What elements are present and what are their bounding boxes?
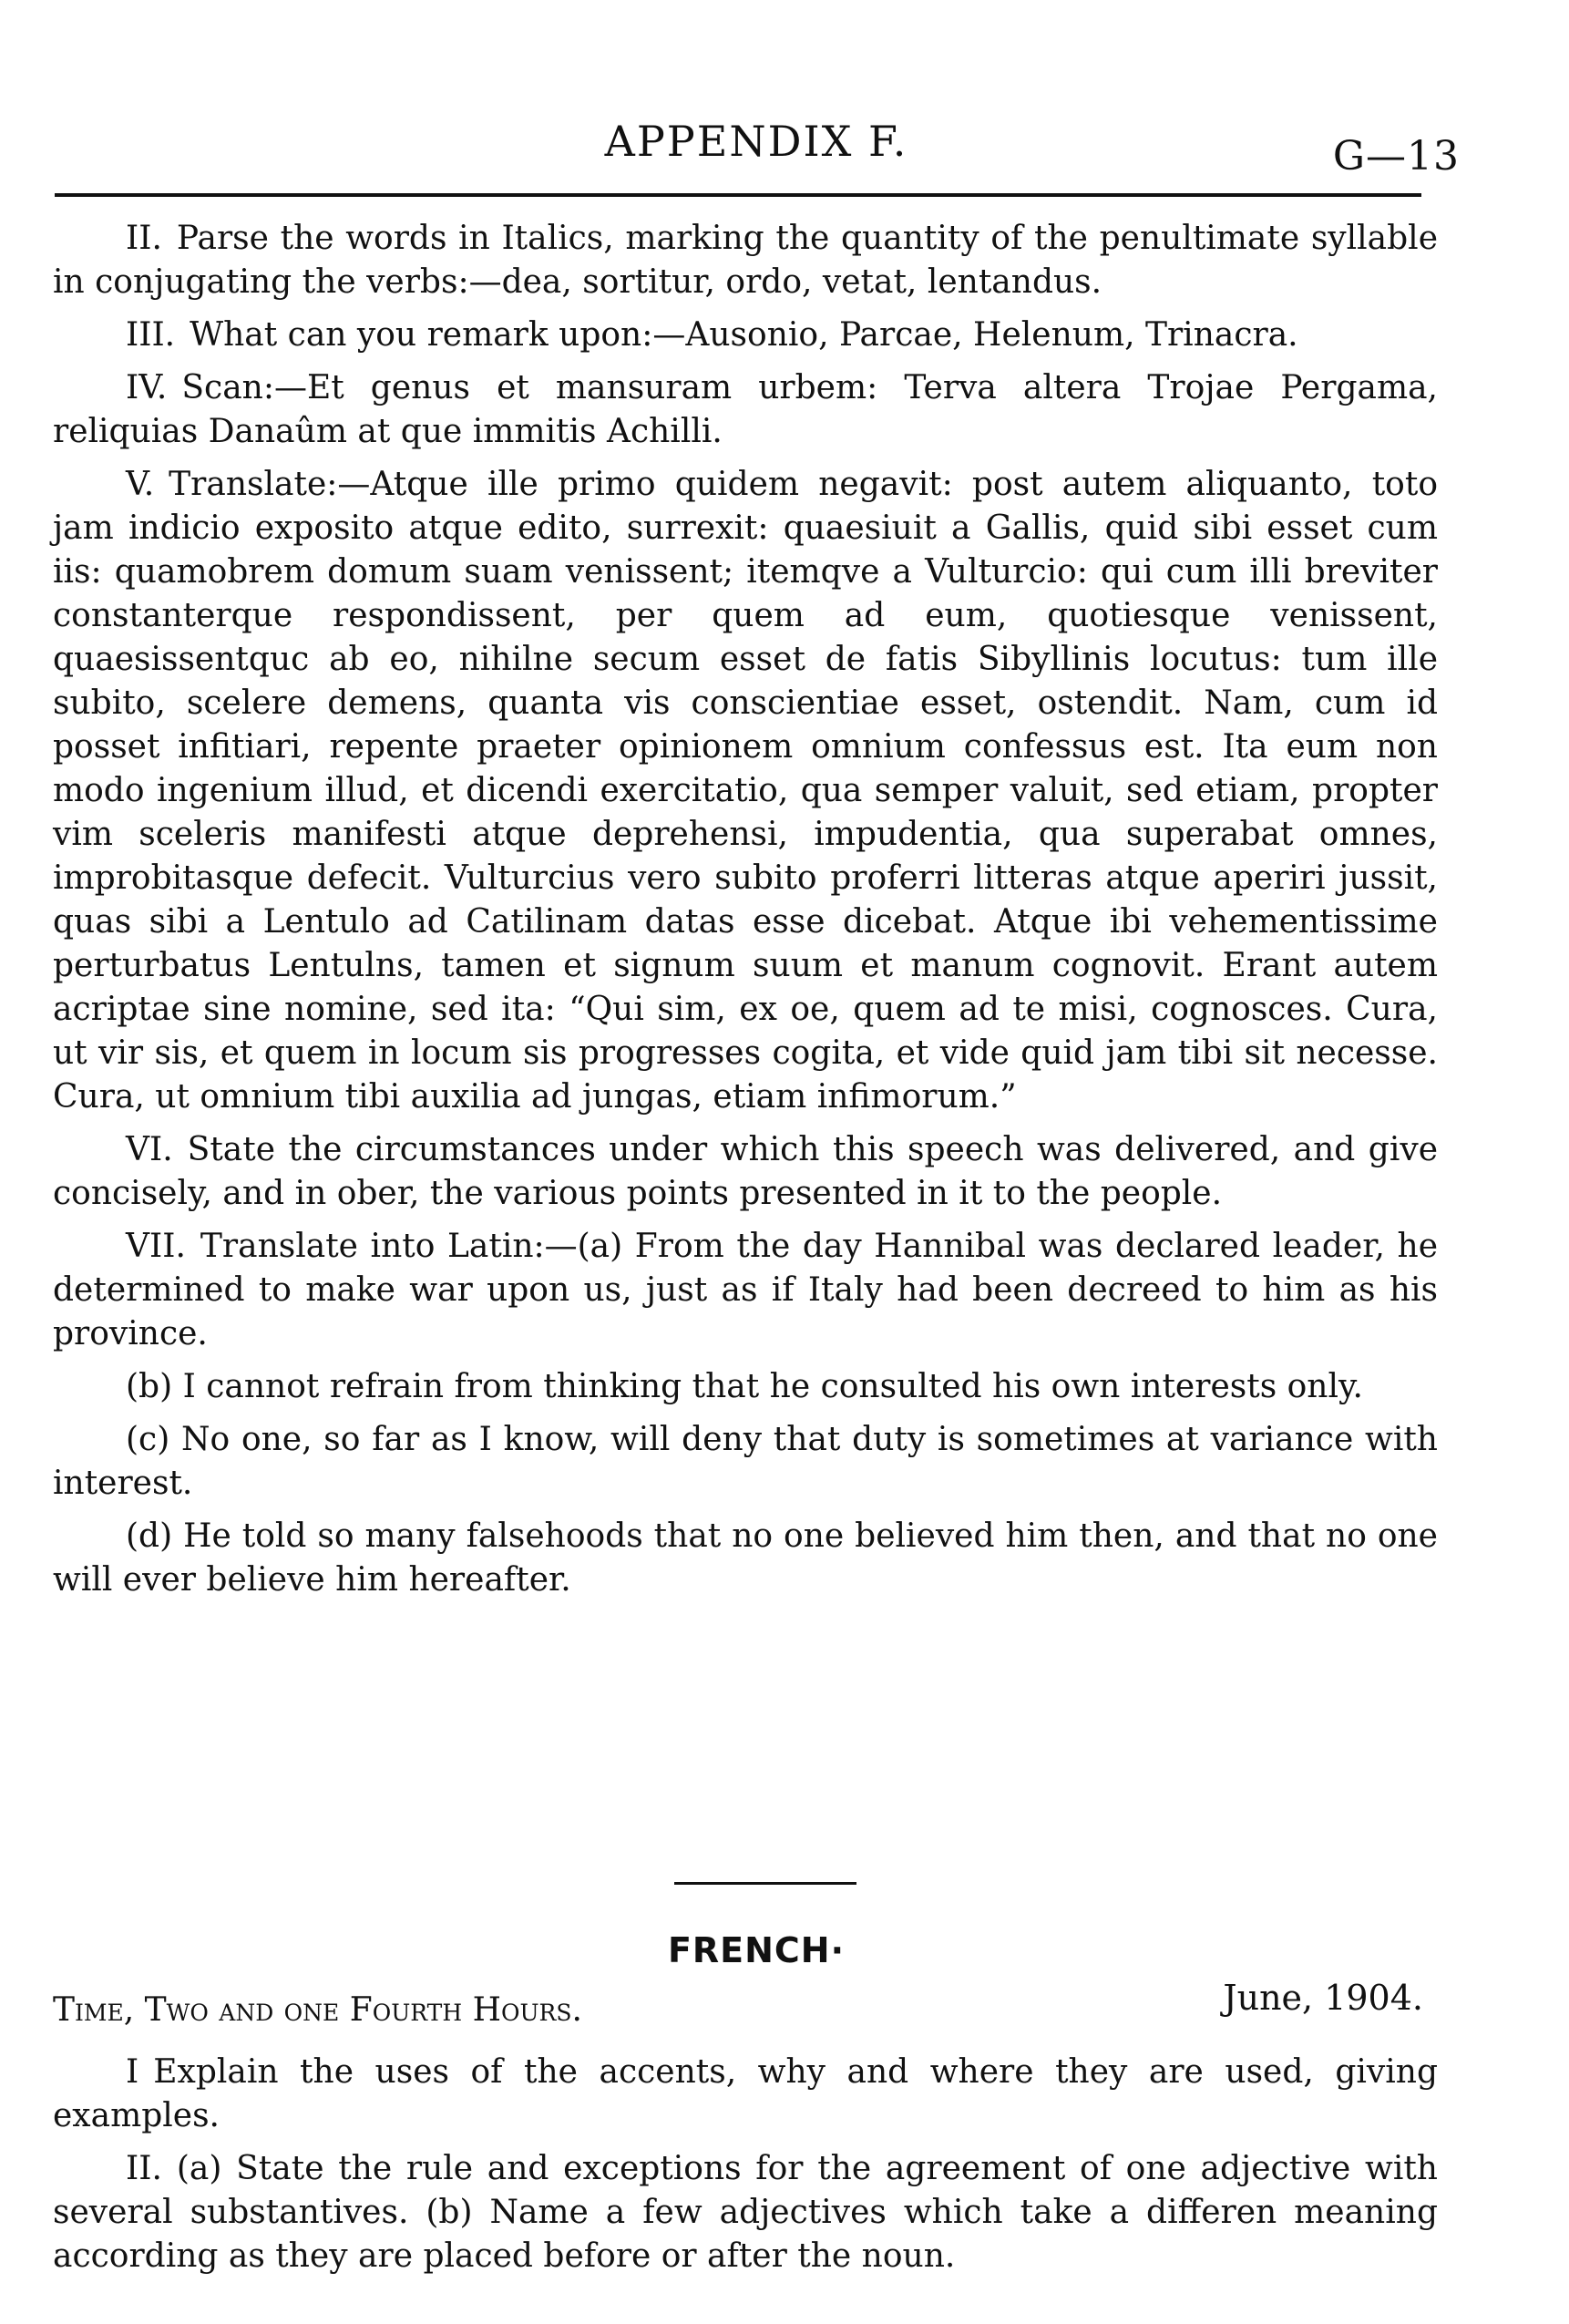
header-divider [55,193,1421,197]
question-text: (d) He told so many falsehoods that no one believed him then, and that no one will ever believe him hereafter. [53,1517,1438,1599]
question-number: V. [126,466,155,503]
question-6 [53,1128,1438,1216]
question-7b [53,1365,1438,1409]
latin-questions [53,217,1438,1602]
question-number: II. [126,220,162,257]
question-7 [53,1225,1438,1356]
french-question-2 [53,2147,1438,2278]
question-5 [53,463,1438,1119]
question-text: (a) State the rule and exceptions for the agreement of one adjective with several substantives. (b) Name a few adjectives which take a differen meaning according as they are placed before or after the noun. [53,2150,1438,2275]
question-text: State the circumstances under which this speech was delivered, and give concisely, and in ober, the various points presented in it to the people. [53,1131,1438,1212]
question-text: Translate:—Atque ille primo quidem negavit: post autem aliquanto, toto jam indicio exposito atque edito, surrexit: quaesiuit a Gallis, quid sibi esset cum iis: quamobrem domum suam venissent; itemqve a Vulturcio: qui cum illi breviter constanterque respondissent, per quem ad eum, quotiesque venissent, quaesissentquc ab eo, nihilne secum esset de fatis Sibyllinis locutus: tum ille subito, scelere demens, quanta vis conscientiae esset, ostendit. Nam, cum id posset infitiari, repente praeter opinionem omnium confessus est. Ita eum non modo ingenium illud, et dicendi exercitatio, qua semper valuit, sed etiam, propter vim sceleris manifesti atque deprehensi, impudentia, qua superabat omnes, improbitasque defecit. Vulturcius vero subito proferri litteras atque aperiri jussit, quas sibi a Lentulo ad Catilinam datas esse dicebat. Atque ibi vehementissime perturbatus Lentulns, tamen et signum suum et manum cognovit. Erant autem acriptae sine nomine, sed ita: “Qui sim, ex oe, quem ad te misi, cognosces. Cura, ut vir sis, et quem in locum sis progresses cogita, et vide quid jam tibi sit necesse. Cura, ut omnium tibi auxilia ad jungas, etiam infimorum.” [53,466,1438,1116]
question-3 [53,314,1438,357]
exam-time: Time, Two and one Fourth Hours. [53,1991,582,2029]
question-text: Parse the words in Italics, marking the quantity of the penultimate syllable in conjugating the verbs:—dea, sortitur, ordo, vetat, lentandus. [53,220,1438,301]
french-section-title: FRENCH· [667,1930,846,1970]
question-text: Explain the uses of the accents, why and where they are used, giving examples. [53,2053,1438,2134]
question-text: (b) I cannot refrain from thinking that he consulted his own interests only. [126,1368,1363,1405]
french-questions [53,2051,1438,2278]
question-4 [53,366,1438,454]
question-text: (c) No one, so far as I know, will deny that duty is sometimes at variance with interest. [53,1421,1438,1502]
question-7d [53,1515,1438,1602]
section-divider [674,1882,856,1885]
question-number: VII. [126,1228,186,1265]
question-2 [53,217,1438,304]
page-number: G—13 [1332,133,1460,180]
page-header-title: APPENDIX F. [604,117,908,166]
question-number: I [126,2053,139,2091]
question-text: What can you remark upon:—Ausonio, Parcae, Helenum, Trinacra. [190,316,1298,354]
question-number: III. [126,316,176,354]
question-number: VI. [126,1131,173,1168]
question-text: Scan:—Et genus et mansuram urbem: Terva altera Trojae Pergama, reliquias Danaûm at que immitis Achilli. [53,369,1438,450]
exam-date: June, 1904. [1223,1978,1423,2018]
question-number: IV. [126,369,168,406]
question-number: II. [126,2150,162,2187]
question-7c [53,1418,1438,1506]
french-question-1 [53,2051,1438,2138]
question-text: Translate into Latin:—(a) From the day Hannibal was declared leader, he determined to make war upon us, just as if Italy had been decreed to him as his province. [53,1228,1438,1352]
